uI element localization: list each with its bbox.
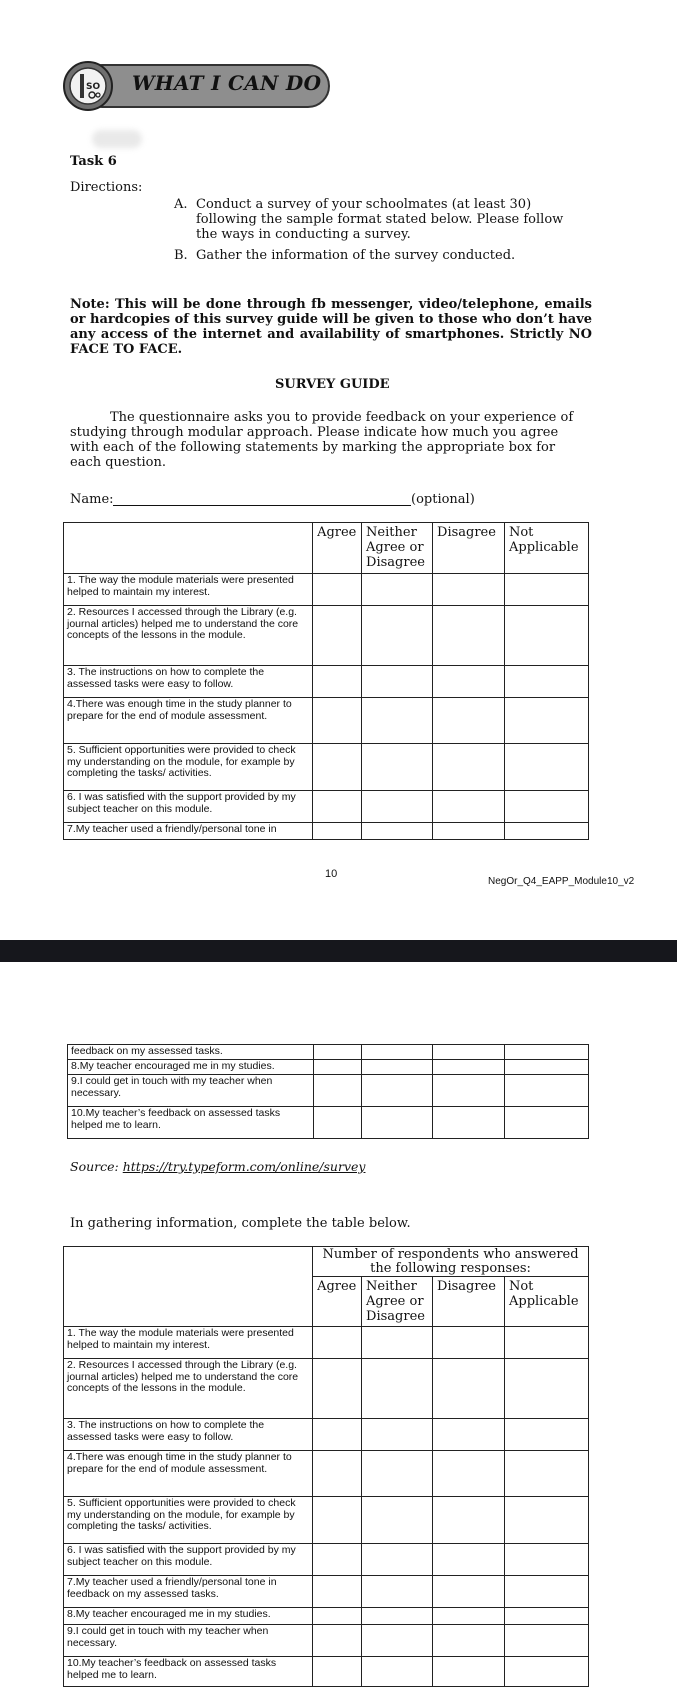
response-checkbox[interactable] bbox=[362, 1075, 433, 1107]
tally-cell[interactable] bbox=[433, 1544, 505, 1576]
directions-label: Directions: bbox=[70, 180, 143, 195]
tally-cell[interactable] bbox=[313, 1451, 362, 1497]
tally-cell[interactable] bbox=[362, 1608, 433, 1625]
tally-cell[interactable] bbox=[504, 1327, 588, 1359]
response-checkbox[interactable] bbox=[504, 574, 588, 606]
table-row bbox=[64, 1608, 589, 1625]
response-checkbox[interactable] bbox=[504, 791, 588, 823]
page-number: 10 bbox=[325, 868, 338, 880]
tally-cell[interactable] bbox=[362, 1451, 433, 1497]
blurred-mark bbox=[92, 130, 142, 148]
name-line[interactable] bbox=[113, 505, 411, 506]
header-agree: Agree bbox=[313, 523, 362, 574]
optional-label: (optional) bbox=[411, 492, 475, 507]
note-text: Note: This will be done through fb messenger, video/telephone, emails or hardcopies of this survey guide will be given to those who don’t have any access of the internet and availability of smartphones. Strictly NO FACE TO FACE. bbox=[70, 297, 593, 357]
tally-cell[interactable] bbox=[433, 1608, 505, 1625]
response-checkbox[interactable] bbox=[433, 744, 505, 791]
what-i-can-do-banner bbox=[62, 60, 332, 112]
response-checkbox[interactable] bbox=[433, 1107, 505, 1139]
tally-cell[interactable] bbox=[504, 1576, 588, 1608]
tally-cell[interactable] bbox=[433, 1657, 505, 1687]
response-checkbox[interactable] bbox=[313, 744, 362, 791]
response-checkbox[interactable] bbox=[505, 1107, 589, 1139]
table-row bbox=[64, 1451, 589, 1497]
statement-cell: 8.My teacher encouraged me in my studies. bbox=[68, 1060, 314, 1075]
table-row bbox=[64, 1327, 589, 1359]
response-checkbox[interactable] bbox=[433, 606, 505, 666]
response-checkbox[interactable] bbox=[362, 606, 433, 666]
response-checkbox[interactable] bbox=[504, 666, 588, 698]
response-checkbox[interactable] bbox=[313, 574, 362, 606]
response-checkbox[interactable] bbox=[433, 1045, 505, 1060]
response-checkbox[interactable] bbox=[505, 1075, 589, 1107]
response-checkbox[interactable] bbox=[313, 1075, 362, 1107]
table-row bbox=[64, 791, 589, 823]
table-row bbox=[64, 666, 589, 698]
statement-cell: 5. Sufficient opportunities were provided to check my understanding on the module, for example by completing the tasks/ activities. bbox=[64, 1497, 313, 1544]
statement-cell: 2. Resources I accessed through the Library (e.g. journal articles) helped me to understand the core concepts of the lessons in the module. bbox=[64, 1359, 313, 1419]
tally-cell[interactable] bbox=[362, 1576, 433, 1608]
direction-b-marker: B. bbox=[174, 248, 188, 263]
statement-cell: 9.I could get in touch with my teacher when necessary. bbox=[64, 1625, 313, 1657]
response-checkbox[interactable] bbox=[313, 823, 362, 840]
tally-cell[interactable] bbox=[504, 1451, 588, 1497]
module-code: NegOr_Q4_EAPP_Module10_v2 bbox=[488, 876, 635, 887]
response-checkbox[interactable] bbox=[433, 1060, 505, 1075]
tally-cell[interactable] bbox=[362, 1497, 433, 1544]
banner-title: WHAT I CAN DO bbox=[132, 71, 322, 95]
tally-cell[interactable] bbox=[433, 1576, 505, 1608]
tally-cell[interactable] bbox=[433, 1497, 505, 1544]
tally-cell[interactable] bbox=[313, 1497, 362, 1544]
survey-guide-title: SURVEY GUIDE bbox=[275, 377, 390, 392]
statement-cell: 7.My teacher used a friendly/personal tone in bbox=[64, 823, 313, 840]
tally-cell[interactable] bbox=[362, 1327, 433, 1359]
tally-cell[interactable] bbox=[504, 1544, 588, 1576]
tally-cell[interactable] bbox=[362, 1625, 433, 1657]
statement-cell: 7.My teacher used a friendly/personal tone in feedback on my assessed tasks. bbox=[64, 1576, 313, 1608]
tally-cell[interactable] bbox=[313, 1657, 362, 1687]
response-checkbox[interactable] bbox=[433, 1075, 505, 1107]
response-checkbox[interactable] bbox=[313, 1045, 362, 1060]
source-label: Source: bbox=[70, 1159, 119, 1174]
tally-table bbox=[63, 1246, 589, 1687]
tally-cell[interactable] bbox=[362, 1359, 433, 1419]
tally-cell[interactable] bbox=[433, 1625, 505, 1657]
survey-header-row bbox=[64, 523, 589, 574]
response-checkbox[interactable] bbox=[313, 791, 362, 823]
response-checkbox[interactable] bbox=[362, 574, 433, 606]
source-link[interactable]: https://try.typeform.com/online/survey bbox=[122, 1159, 366, 1174]
statement-cell: 3. The instructions on how to complete the assessed tasks were easy to follow. bbox=[64, 1419, 313, 1451]
gathering-instruction: In gathering information, complete the table below. bbox=[70, 1216, 411, 1231]
statement-cell: 2. Resources I accessed through the Library (e.g. journal articles) helped me to understand the core concepts of the lessons in the module. bbox=[64, 606, 313, 666]
name-label: Name: bbox=[70, 492, 114, 507]
task-title: Task 6 bbox=[70, 154, 117, 169]
statement-cell: 5. Sufficient opportunities were provided to check my understanding on the module, for example by completing the tasks/ activities. bbox=[64, 744, 313, 791]
page-separator bbox=[0, 940, 677, 962]
tally-cell[interactable] bbox=[313, 1576, 362, 1608]
tally-group-header-row bbox=[64, 1247, 589, 1277]
direction-a-text: Conduct a survey of your schoolmates (at least 30) following the sample format stated below. Please follow the ways in conducting a survey. bbox=[196, 197, 564, 242]
page-2 bbox=[0, 962, 677, 1691]
tally-cell[interactable] bbox=[313, 1625, 362, 1657]
response-checkbox[interactable] bbox=[505, 1045, 589, 1060]
response-checkbox[interactable] bbox=[433, 791, 505, 823]
statement-cell: 6. I was satisfied with the support provided by my subject teacher on this module. bbox=[64, 791, 313, 823]
header-disagree: Disagree bbox=[433, 1277, 505, 1327]
tally-cell[interactable] bbox=[362, 1657, 433, 1687]
tally-cell[interactable] bbox=[433, 1451, 505, 1497]
tally-cell[interactable] bbox=[313, 1327, 362, 1359]
response-checkbox[interactable] bbox=[505, 1060, 589, 1075]
survey-table bbox=[63, 522, 589, 840]
response-checkbox[interactable] bbox=[362, 1107, 433, 1139]
direction-b-text: Gather the information of the survey conducted. bbox=[196, 248, 516, 263]
direction-a-marker: A. bbox=[174, 197, 188, 212]
response-checkbox[interactable] bbox=[362, 744, 433, 791]
table-row bbox=[64, 1544, 589, 1576]
table-row bbox=[64, 1497, 589, 1544]
response-checkbox[interactable] bbox=[313, 666, 362, 698]
response-checkbox[interactable] bbox=[313, 1107, 362, 1139]
table-row bbox=[64, 1359, 589, 1419]
statement-header-blank bbox=[64, 1247, 313, 1327]
response-checkbox[interactable] bbox=[504, 698, 588, 744]
table-row bbox=[68, 1107, 589, 1139]
response-checkbox[interactable] bbox=[362, 1045, 433, 1060]
table-row bbox=[64, 1625, 589, 1657]
statement-cell: 1. The way the module materials were presented helped to maintain my interest. bbox=[64, 1327, 313, 1359]
table-row bbox=[64, 744, 589, 791]
response-checkbox[interactable] bbox=[313, 1060, 362, 1075]
table-row bbox=[64, 606, 589, 666]
tally-cell[interactable] bbox=[313, 1544, 362, 1576]
statement-cell: feedback on my assessed tasks. bbox=[68, 1045, 314, 1060]
tally-cell[interactable] bbox=[504, 1625, 588, 1657]
tally-cell[interactable] bbox=[433, 1327, 505, 1359]
response-checkbox[interactable] bbox=[362, 698, 433, 744]
table-row bbox=[68, 1060, 589, 1075]
source-citation bbox=[70, 1159, 365, 1174]
header-agree: Agree bbox=[313, 1277, 362, 1327]
response-checkbox[interactable] bbox=[433, 666, 505, 698]
table-row bbox=[64, 1657, 589, 1687]
table-row bbox=[64, 1419, 589, 1451]
response-checkbox[interactable] bbox=[433, 574, 505, 606]
tally-cell[interactable] bbox=[362, 1544, 433, 1576]
survey-table-continued bbox=[67, 1044, 589, 1139]
table-row bbox=[64, 1576, 589, 1608]
response-checkbox[interactable] bbox=[362, 791, 433, 823]
table-row bbox=[68, 1045, 589, 1060]
response-checkbox[interactable] bbox=[362, 1060, 433, 1075]
header-not-applicable: Not Applicable bbox=[504, 523, 588, 574]
tally-cell[interactable] bbox=[504, 1497, 588, 1544]
statement-header-blank bbox=[64, 523, 313, 574]
tally-cell[interactable] bbox=[313, 1359, 362, 1419]
response-checkbox[interactable] bbox=[433, 698, 505, 744]
response-checkbox[interactable] bbox=[313, 606, 362, 666]
tally-cell[interactable] bbox=[504, 1419, 588, 1451]
response-checkbox[interactable] bbox=[504, 606, 588, 666]
tally-cell[interactable] bbox=[504, 1359, 588, 1419]
response-checkbox[interactable] bbox=[362, 823, 433, 840]
table-row bbox=[64, 574, 589, 606]
lightbulb-gear-icon bbox=[62, 60, 114, 112]
statement-cell: 1. The way the module materials were presented helped to maintain my interest. bbox=[64, 574, 313, 606]
survey-intro: The questionnaire asks you to provide feedback on your experience of studying through modular approach. Please indicate how much you agree with each of the following statements by marking the appropriate box for each question. bbox=[70, 410, 574, 470]
tally-cell[interactable] bbox=[313, 1419, 362, 1451]
header-not-applicable: Not Applicable bbox=[504, 1277, 588, 1327]
statement-cell: 8.My teacher encouraged me in my studies. bbox=[64, 1608, 313, 1625]
respondents-group-header: Number of respondents who answered the following responses: bbox=[313, 1247, 589, 1277]
header-neither: Neither Agree or Disagree bbox=[362, 523, 433, 574]
response-checkbox[interactable] bbox=[433, 823, 505, 840]
header-neither: Neither Agree or Disagree bbox=[362, 1277, 433, 1327]
svg-text:SO: SO bbox=[86, 82, 101, 92]
statement-cell: 9.I could get in touch with my teacher when necessary. bbox=[68, 1075, 314, 1107]
table-row bbox=[64, 698, 589, 744]
response-checkbox[interactable] bbox=[504, 823, 588, 840]
response-checkbox[interactable] bbox=[504, 744, 588, 791]
response-checkbox[interactable] bbox=[313, 698, 362, 744]
response-checkbox[interactable] bbox=[362, 666, 433, 698]
statement-cell: 3. The instructions on how to complete the assessed tasks were easy to follow. bbox=[64, 666, 313, 698]
header-disagree: Disagree bbox=[433, 523, 505, 574]
table-row bbox=[68, 1075, 589, 1107]
tally-cell[interactable] bbox=[433, 1359, 505, 1419]
tally-cell[interactable] bbox=[362, 1419, 433, 1451]
tally-cell[interactable] bbox=[433, 1419, 505, 1451]
statement-cell: 10.My teacher’s feedback on assessed tasks helped me to learn. bbox=[64, 1657, 313, 1687]
statement-cell: 6. I was satisfied with the support provided by my subject teacher on this module. bbox=[64, 1544, 313, 1576]
tally-cell[interactable] bbox=[313, 1608, 362, 1625]
table-row bbox=[64, 823, 589, 840]
statement-cell: 4.There was enough time in the study planner to prepare for the end of module assessment. bbox=[64, 1451, 313, 1497]
tally-cell[interactable] bbox=[504, 1608, 588, 1625]
tally-cell[interactable] bbox=[504, 1657, 588, 1687]
statement-cell: 4.There was enough time in the study planner to prepare for the end of module assessment. bbox=[64, 698, 313, 744]
statement-cell: 10.My teacher’s feedback on assessed tasks helped me to learn. bbox=[68, 1107, 314, 1139]
